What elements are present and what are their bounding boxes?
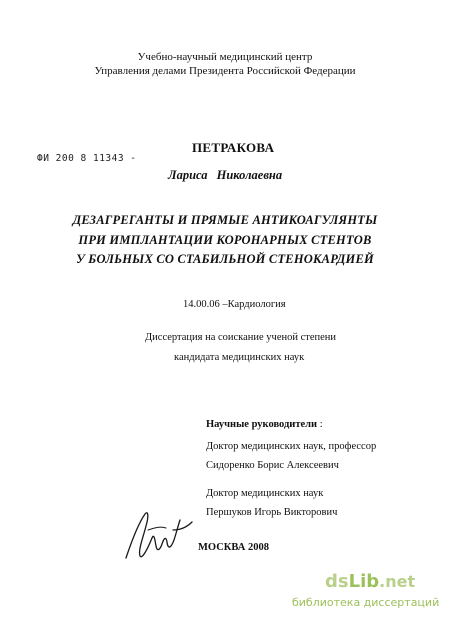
author-surname: ПЕТРАКОВА xyxy=(192,140,275,155)
dissertation-title-line-1: ДЕЗАГРЕГАНТЫ И ПРЯМЫЕ АНТИКОАГУЛЯНТЫ xyxy=(72,213,378,227)
watermark-logo-part-2: Lib xyxy=(348,571,380,592)
place-and-year: МОСКВА 2008 xyxy=(198,542,269,553)
library-stamp-number: ФИ 200 8 11343 - xyxy=(37,153,137,164)
watermark-logo-part-1: ds xyxy=(325,571,349,592)
author-given-names: Лариса Николаевна xyxy=(168,168,283,182)
handwritten-signature xyxy=(118,500,198,570)
dissertation-title-line-2: ПРИ ИМПЛАНТАЦИИ КОРОНАРНЫХ СТЕНТОВ xyxy=(78,233,372,247)
degree-line-2: кандидата медицинских наук xyxy=(174,352,305,363)
dissertation-title-line-3: У БОЛЬНЫХ СО СТАБИЛЬНОЙ СТЕНОКАРДИЕЙ xyxy=(76,252,374,266)
supervisor-1-degree: Доктор медицинских наук, профессор xyxy=(206,441,377,452)
institution-line-1: Учебно-научный медицинский центр xyxy=(137,51,313,63)
watermark-logo-part-3: .net xyxy=(379,572,416,591)
supervisors-heading xyxy=(206,418,323,431)
supervisors-heading-label: Научные руководители xyxy=(206,419,318,430)
supervisor-1-name: Сидоренко Борис Алексеевич xyxy=(206,460,339,471)
supervisors-heading-suffix: : xyxy=(317,419,323,430)
watermark-logo xyxy=(325,571,415,592)
supervisor-2-name: Першуков Игорь Викторович xyxy=(206,507,338,518)
specialty-code: 14.00.06 –Кардиология xyxy=(183,299,286,310)
watermark-subtitle: библиотека диссертаций xyxy=(292,596,440,609)
institution-line-2: Управления делами Президента Российской Федерации xyxy=(94,65,356,77)
degree-line-1: Диссертация на соискание ученой степени xyxy=(145,332,337,343)
supervisor-2-degree: Доктор медицинских наук xyxy=(206,488,324,499)
